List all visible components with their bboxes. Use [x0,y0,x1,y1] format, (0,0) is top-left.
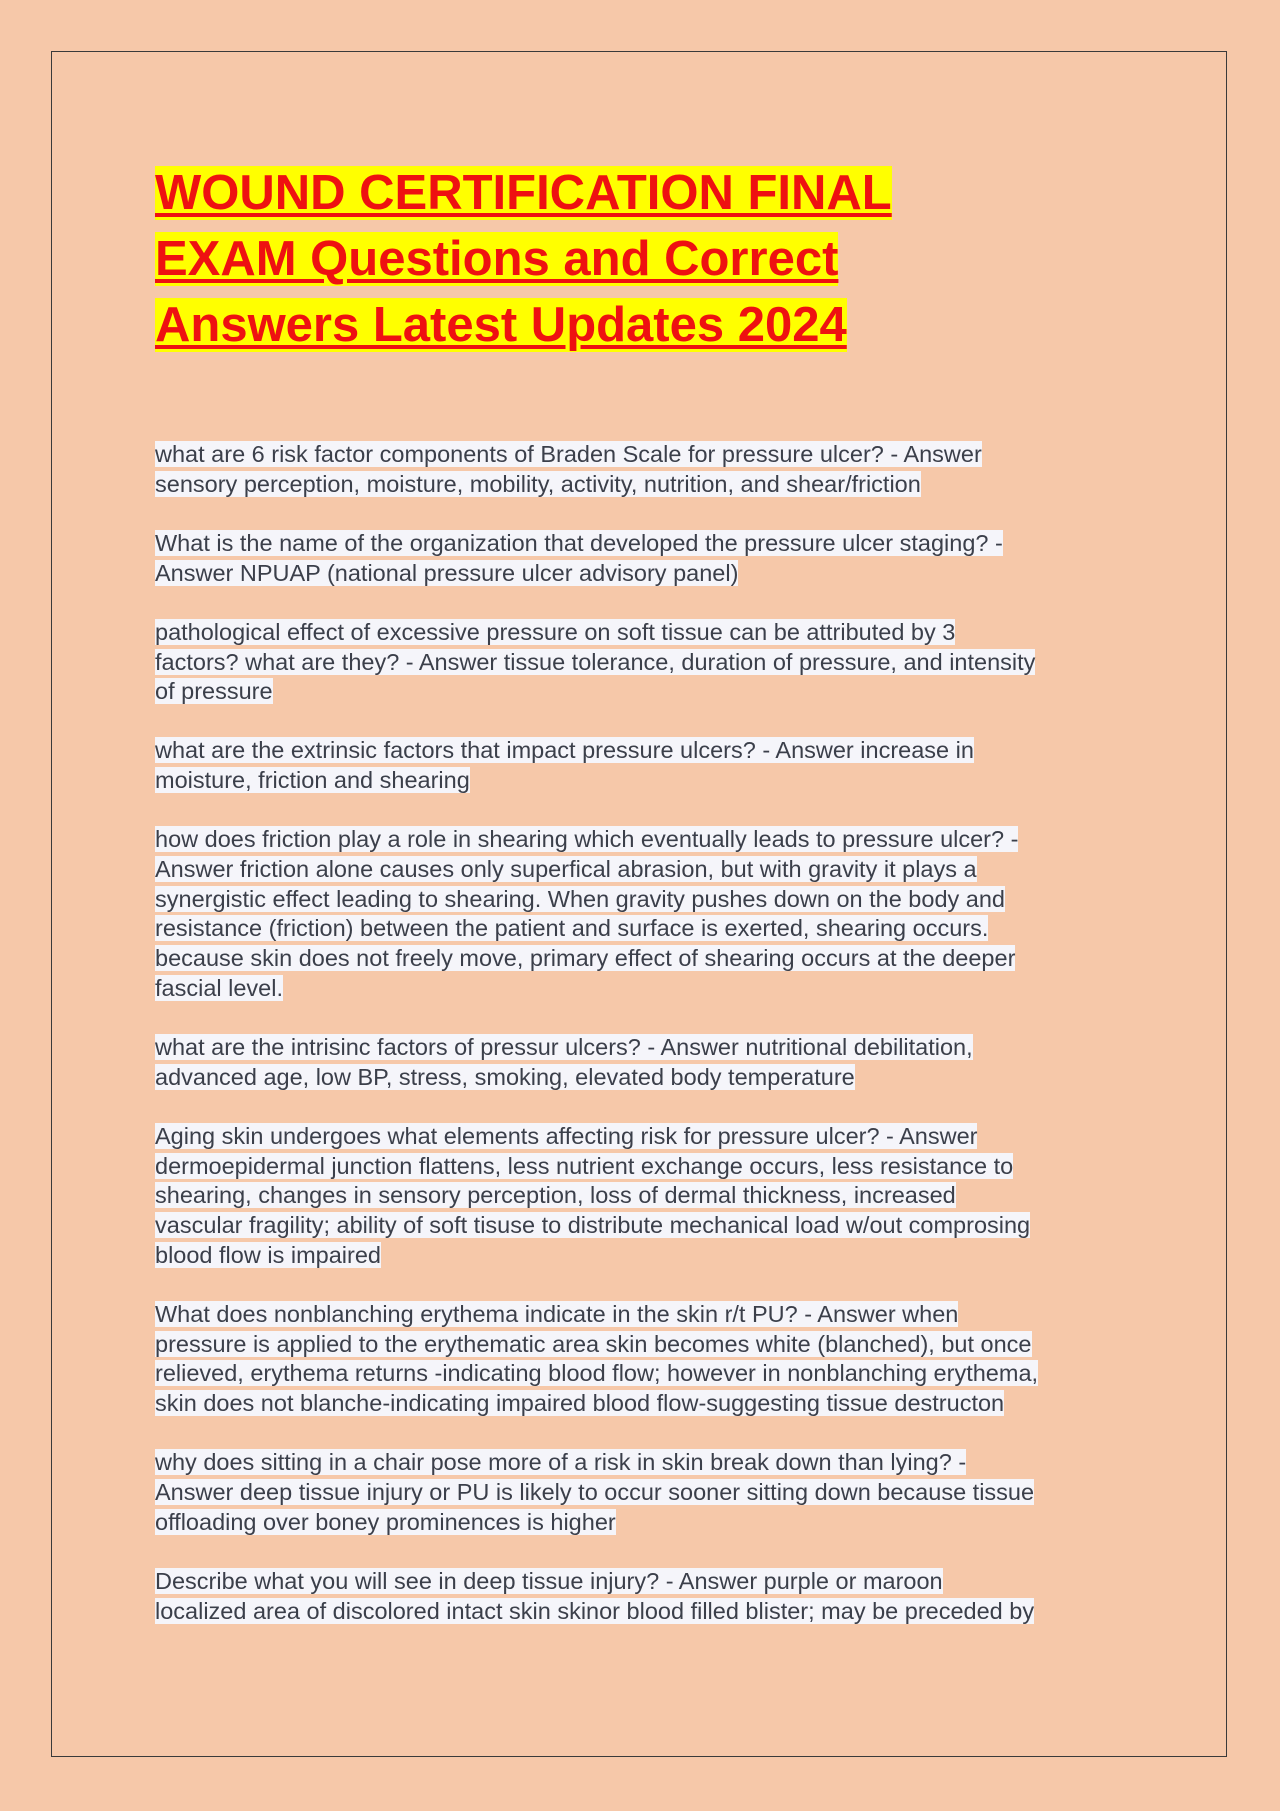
qa-line: relieved, erythema returns -indicating blood flow; however in nonblanching erythema, [155,1360,1039,1387]
document-content [155,160,1145,1656]
qa-line: why does sitting in a chair pose more of a risk in skin break down than lying? - [155,1449,967,1476]
qa-line: Aging skin undergoes what elements affecting risk for pressure ulcer? - Answer [155,1122,978,1149]
qa-line: Answer NPUAP (national pressure ulcer advisory panel) [155,559,739,586]
qa-line: shearing, changes in sensory perception, loss of dermal thickness, increased [155,1182,956,1209]
qa-item [155,1448,1145,1537]
qa-line: pressure is applied to the erythematic area skin becomes white (blanched), but once [155,1330,1032,1357]
qa-line: because skin does not freely move, primary effect of shearing occurs at the deeper [155,945,1016,972]
qa-line: of pressure [155,678,273,705]
qa-line: Answer deep tissue injury or PU is likely to occur sooner sitting down because tissue [155,1478,1035,1505]
qa-line: how does friction play a role in shearing which eventually leads to pressure ulcer? - [155,826,1019,853]
qa-line: vascular fragility; ability of soft tisuse to distribute mechanical load w/out comprosing [155,1212,1031,1239]
title-line: EXAM Questions and Correct [155,232,839,286]
qa-line: synergistic effect leading to shearing. When gravity pushes down on the body and [155,885,1006,912]
qa-line: factors? what are they? - Answer tissue tolerance, duration of pressure, and intensity [155,648,1036,675]
qa-line: what are the extrinsic factors that impact pressure ulcers? - Answer increase in [155,737,974,764]
qa-line: offloading over boney prominences is higher [155,1508,616,1535]
qa-list [155,440,1145,1626]
qa-item [155,1033,1145,1092]
qa-line: advanced age, low BP, stress, smoking, elevated body temperature [155,1063,855,1090]
qa-item [155,1300,1145,1419]
qa-item [155,1122,1145,1271]
qa-item [155,618,1145,707]
qa-item [155,440,1145,499]
qa-line: fascial level. [155,974,283,1001]
qa-line: moisture, friction and shearing [155,767,470,794]
qa-item [155,529,1145,588]
qa-line: resistance (friction) between the patient and surface is exerted, shearing occurs. [155,915,989,942]
title-line: Answers Latest Updates 2024 [155,298,847,352]
qa-line: skin does not blanche-indicating impaired blood flow-suggesting tissue destructon [155,1390,1005,1417]
qa-line: what are the intrisinc factors of pressur ulcers? - Answer nutritional debilitation, [155,1034,973,1061]
document-title [155,160,1145,358]
qa-item [155,1567,1145,1626]
qa-item [155,736,1145,795]
qa-line: localized area of discolored intact skin skinor blood filled blister; may be preceded by [155,1597,1035,1624]
qa-line: Describe what you will see in deep tissue injury? - Answer purple or maroon [155,1567,943,1594]
qa-line: sensory perception, moisture, mobility, activity, nutrition, and shear/friction [155,470,921,497]
qa-line: Answer friction alone causes only superfical abrasion, but with gravity it plays a [155,856,977,883]
qa-line: What is the name of the organization that developed the pressure ulcer staging? - [155,529,1003,556]
qa-line: What does nonblanching erythema indicate in the skin r/t PU? - Answer when [155,1300,959,1327]
qa-line: dermoepidermal junction flattens, less nutrient exchange occurs, less resistance to [155,1152,1014,1179]
qa-line: what are 6 risk factor components of Braden Scale for pressure ulcer? - Answer [155,441,982,467]
qa-line: blood flow is impaired [155,1241,381,1268]
title-line: WOUND CERTIFICATION FINAL [155,166,892,220]
qa-item [155,825,1145,1003]
qa-line: pathological effect of excessive pressure on soft tissue can be attributed by 3 [155,618,956,645]
